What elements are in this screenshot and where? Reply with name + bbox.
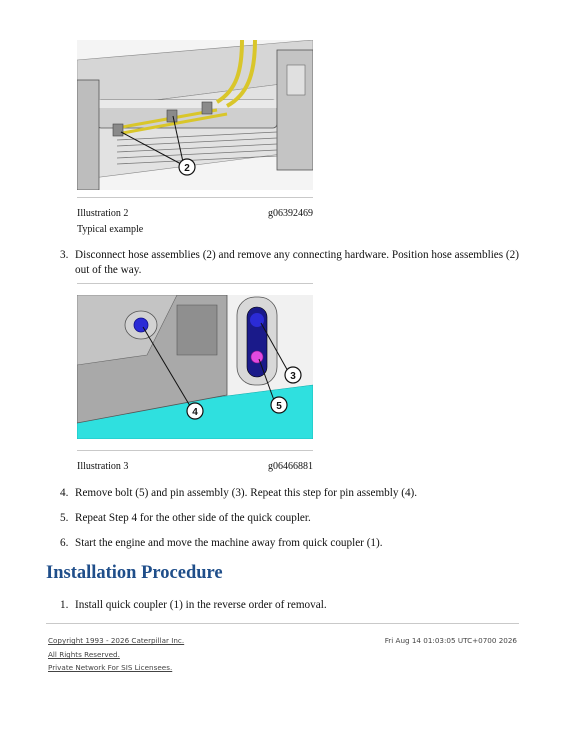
illustration-2-label: Illustration 2 [77, 208, 129, 219]
step-text: Disconnect hose assemblies (2) and remove any connecting hardware. Position hose assemblies (2) out of the way. [75, 249, 519, 276]
illustration-2-figure [77, 40, 313, 240]
illustration-3-label: Illustration 3 [77, 461, 129, 472]
callout-2: 2 [184, 163, 190, 174]
callout-3: 3 [290, 371, 296, 382]
step-number: 1. [60, 599, 69, 611]
hose-assembly-diagram [77, 40, 313, 190]
footer-datetime: Fri Aug 14 01:03:05 UTC+0700 2026 [384, 636, 517, 645]
illustration-3-top-rule [77, 283, 313, 284]
callout-5: 5 [276, 401, 282, 412]
step-number: 6. [60, 537, 69, 549]
footer-divider [46, 623, 519, 624]
step-text: Remove bolt (5) and pin assembly (3). Repeat this step for pin assembly (4). [75, 487, 418, 499]
step-text: Start the engine and move the machine away from quick coupler (1). [75, 537, 383, 549]
callout-4: 4 [192, 407, 198, 418]
step-text: Repeat Step 4 for the other side of the quick coupler. [75, 512, 311, 524]
installation-step-1 [60, 598, 530, 613]
private-network-link[interactable]: Private Network For SIS Licensees. [48, 663, 173, 672]
step-5 [60, 511, 530, 526]
step-text: Install quick coupler (1) in the reverse order of removal. [75, 599, 327, 611]
illustration-3-bottom-rule [77, 450, 313, 451]
illustration-3-figure [77, 283, 313, 473]
installation-procedure-heading: Installation Procedure [46, 563, 223, 583]
step-number: 3. [60, 249, 69, 261]
step-3 [60, 248, 530, 277]
pin-assembly-diagram [77, 295, 313, 439]
all-rights-reserved-link[interactable]: All Rights Reserved. [48, 650, 120, 659]
illustration-2-code: g06392469 [268, 208, 313, 219]
illustration-3-code: g06466881 [268, 461, 313, 472]
copyright-link[interactable]: Copyright 1993 - 2026 Caterpillar Inc. [48, 636, 185, 645]
illustration-2-subcaption: Typical example [77, 224, 144, 235]
step-4 [60, 486, 530, 501]
step-number: 4. [60, 487, 69, 499]
illustration-2-rule [77, 197, 313, 198]
step-number: 5. [60, 512, 69, 524]
step-6 [60, 536, 530, 551]
illustration-3-image [77, 295, 313, 439]
illustration-2-image [77, 40, 313, 190]
